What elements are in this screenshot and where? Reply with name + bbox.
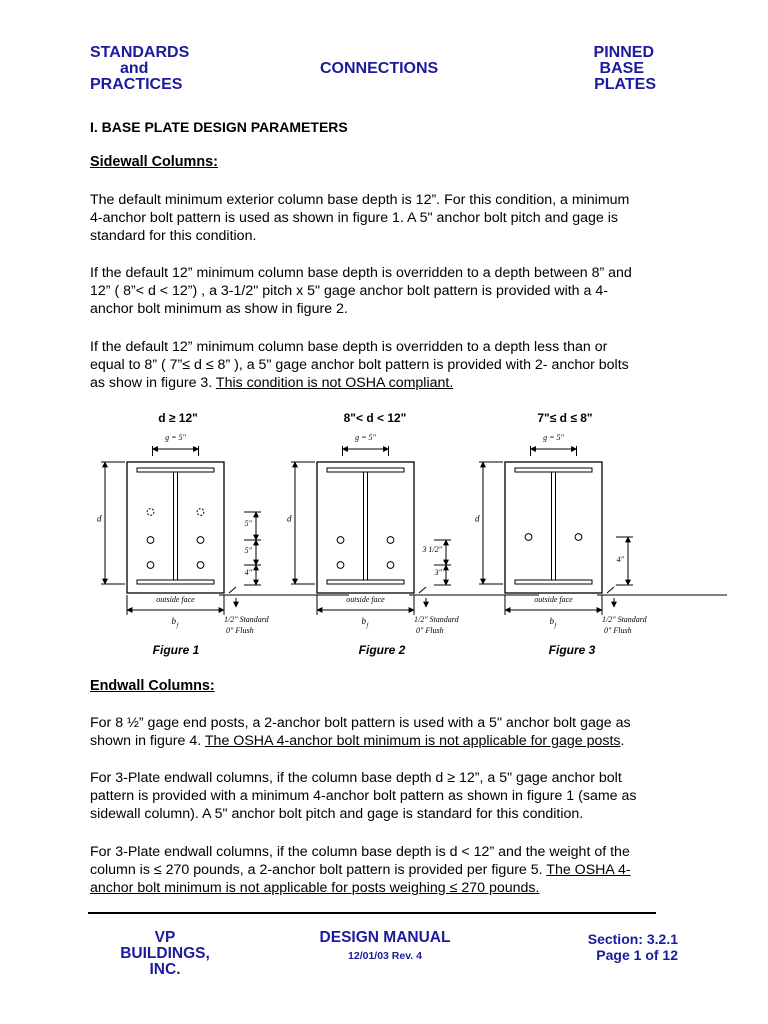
footer-divider: [88, 912, 656, 914]
flush-note: 0" Flush: [416, 626, 444, 635]
flush-pointer: [607, 587, 614, 593]
header-left-line-1: STANDARDS: [90, 44, 190, 61]
text-line: equal to 8” ( 7”≤ d ≤ 8” ), a 5" gage anchor bolt pattern is provided with 2- anchor bolts: [90, 357, 629, 373]
header-right: [560, 45, 656, 93]
footer-revision: 12/01/03 Rev. 4: [348, 950, 422, 962]
text-line: For 8 ½” gage end posts, a 2-anchor bolt pattern is used with a 5" anchor bolt gage as: [90, 715, 631, 731]
flush-note: 0" Flush: [226, 626, 254, 635]
header-right-line-3: PLATES: [594, 76, 656, 93]
endwall-paragraph-1: [90, 714, 690, 750]
standard-note: 1/2" Standard: [414, 615, 459, 624]
flange-width-subscript: f: [176, 623, 179, 629]
header-left-line-3: PRACTICES: [90, 76, 183, 93]
bolt-spacing-label: 4": [244, 568, 252, 577]
depth-label: d: [287, 513, 292, 524]
text-line: If the default 12” minimum column base depth is overridden to a depth between 8” and: [90, 265, 632, 281]
column-web: [552, 472, 556, 580]
anchor-bolt-hole: [197, 509, 204, 516]
endwall-paragraph-3: [90, 843, 690, 897]
footer-company: [110, 930, 220, 978]
gage-label: g = 5": [355, 433, 376, 442]
osha-note-text: The OSHA 4-: [546, 862, 631, 878]
text-span: .: [620, 733, 625, 749]
gage-label: g = 5": [543, 433, 564, 442]
bolt-spacing-label: 4": [616, 555, 624, 564]
anchor-bolt-hole: [197, 537, 204, 544]
header-center: CONNECTIONS: [320, 60, 439, 77]
bottom-flange: [515, 580, 592, 584]
bolt-spacing-label: 3": [434, 568, 442, 577]
bottom-flange: [137, 580, 214, 584]
footer-manual-title: DESIGN MANUAL: [319, 929, 451, 946]
endwall-paragraph-2: [90, 769, 690, 823]
text-span: as show in figure 3.: [90, 375, 216, 391]
sidewall-paragraph-3: [90, 338, 690, 392]
footer-center: [300, 929, 470, 962]
sidewall-paragraph-1: [90, 191, 690, 245]
anchor-bolt-hole: [147, 537, 154, 544]
text-span: shown in figure 4.: [90, 733, 205, 749]
footer-section: [540, 931, 678, 963]
standard-note: 1/2" Standard: [602, 615, 647, 624]
endwall-heading: Endwall Columns:: [90, 678, 215, 694]
depth-label: d: [475, 513, 480, 524]
header-left: [90, 45, 220, 93]
text-line: pattern is provided with a minimum 4-anchor bolt pattern as shown in figure 1 (same as: [90, 788, 637, 804]
text-line: [90, 732, 690, 750]
anchor-bolt-hole: [387, 537, 394, 544]
footer-company-line: BUILDINGS,: [120, 945, 210, 962]
anchor-bolt-hole: [525, 534, 532, 541]
text-line: For 3-Plate endwall columns, if the column base depth d ≥ 12”, a 5" gage anchor bolt: [90, 770, 622, 786]
bottom-flange: [327, 580, 404, 584]
text-line: If the default 12” minimum column base depth is overridden to a depth less than or: [90, 339, 608, 355]
flange-width-subscript: f: [554, 623, 557, 629]
text-line: [90, 374, 690, 392]
anchor-bolt-hole: [337, 562, 344, 569]
outside-face-label: outside face: [346, 595, 385, 604]
figure-condition-label: 8"< d < 12": [343, 411, 407, 425]
figure-condition-label: 7"≤ d ≤ 8": [537, 411, 593, 425]
top-flange: [327, 468, 404, 472]
anchor-bolt-hole: [147, 509, 154, 516]
text-line: 12” ( 8”< d < 12”) , a 3-1/2" pitch x 5" gage anchor bolt pattern is provided with a 4-: [90, 283, 608, 299]
header-right-line-1: PINNED: [593, 44, 654, 61]
section-title: I. BASE PLATE DESIGN PARAMETERS: [90, 119, 348, 135]
text-line: [90, 861, 690, 879]
column-web: [174, 472, 178, 580]
figure-caption: Figure 3: [548, 643, 596, 657]
header-left-line-2: and: [120, 60, 149, 77]
column-web: [364, 472, 368, 580]
text-line: sidewall column). A 5" anchor bolt pitch and gage is standard for this condition.: [90, 806, 584, 822]
gage-label: g = 5": [165, 433, 186, 442]
footer-company-line: VP: [154, 929, 176, 946]
text-line: anchor bolt minimum as show in figure 2.: [90, 301, 348, 317]
anchor-bolt-hole: [337, 537, 344, 544]
text-line: standard for this condition.: [90, 228, 257, 244]
anchor-bolt-hole: [387, 562, 394, 569]
bolt-spacing-label: 5": [244, 546, 252, 555]
osha-note-text: anchor bolt minimum is not applicable for posts weighing ≤ 270 pounds.: [90, 880, 540, 896]
top-flange: [137, 468, 214, 472]
figure-condition-label: d ≥ 12": [158, 411, 198, 425]
footer-section-number: Section: 3.2.1: [587, 931, 678, 947]
footer-company-line: INC.: [149, 961, 181, 978]
bolt-spacing-label: 3 1/2": [422, 545, 442, 554]
outside-face-label: outside face: [534, 595, 573, 604]
text-line: [90, 879, 690, 897]
anchor-bolt-hole: [575, 534, 582, 541]
flush-pointer: [419, 587, 426, 593]
anchor-bolt-hole: [197, 562, 204, 569]
flange-width-subscript: f: [366, 623, 369, 629]
text-span: column is ≤ 270 pounds, a 2-anchor bolt pattern is provided per figure 5.: [90, 862, 547, 878]
top-flange: [515, 468, 592, 472]
standard-note: 1/2" Standard: [224, 615, 269, 624]
figure-caption: Figure 1: [152, 643, 200, 657]
bolt-spacing-label: 5": [244, 519, 252, 528]
depth-label: d: [97, 513, 102, 524]
text-line: For 3-Plate endwall columns, if the column base depth is d < 12” and the weight of the: [90, 844, 630, 860]
flange-width-label: b: [171, 616, 176, 626]
text-line: 4-anchor bolt pattern is used as shown in figure 1. A 5" anchor bolt pitch and gage is: [90, 210, 618, 226]
osha-note-text: The OSHA 4-anchor bolt minimum is not applicable for gage posts: [204, 733, 621, 749]
flush-pointer: [229, 587, 236, 593]
header-right-line-2: BASE: [599, 60, 644, 77]
figure-caption: Figure 2: [358, 643, 406, 657]
footer-page-number: Page 1 of 12: [596, 947, 678, 963]
sidewall-heading: Sidewall Columns:: [90, 154, 218, 170]
flush-note: 0" Flush: [604, 626, 632, 635]
sidewall-paragraph-2: [90, 264, 690, 318]
osha-warning-text: This condition is not OSHA compliant.: [215, 375, 454, 391]
text-line: The default minimum exterior column base depth is 12”. For this condition, a minimum: [90, 192, 630, 208]
anchor-bolt-hole: [147, 562, 154, 569]
flange-width-label: b: [361, 616, 366, 626]
outside-face-label: outside face: [156, 595, 195, 604]
flange-width-label: b: [549, 616, 554, 626]
base-plate-figures: [0, 405, 768, 670]
